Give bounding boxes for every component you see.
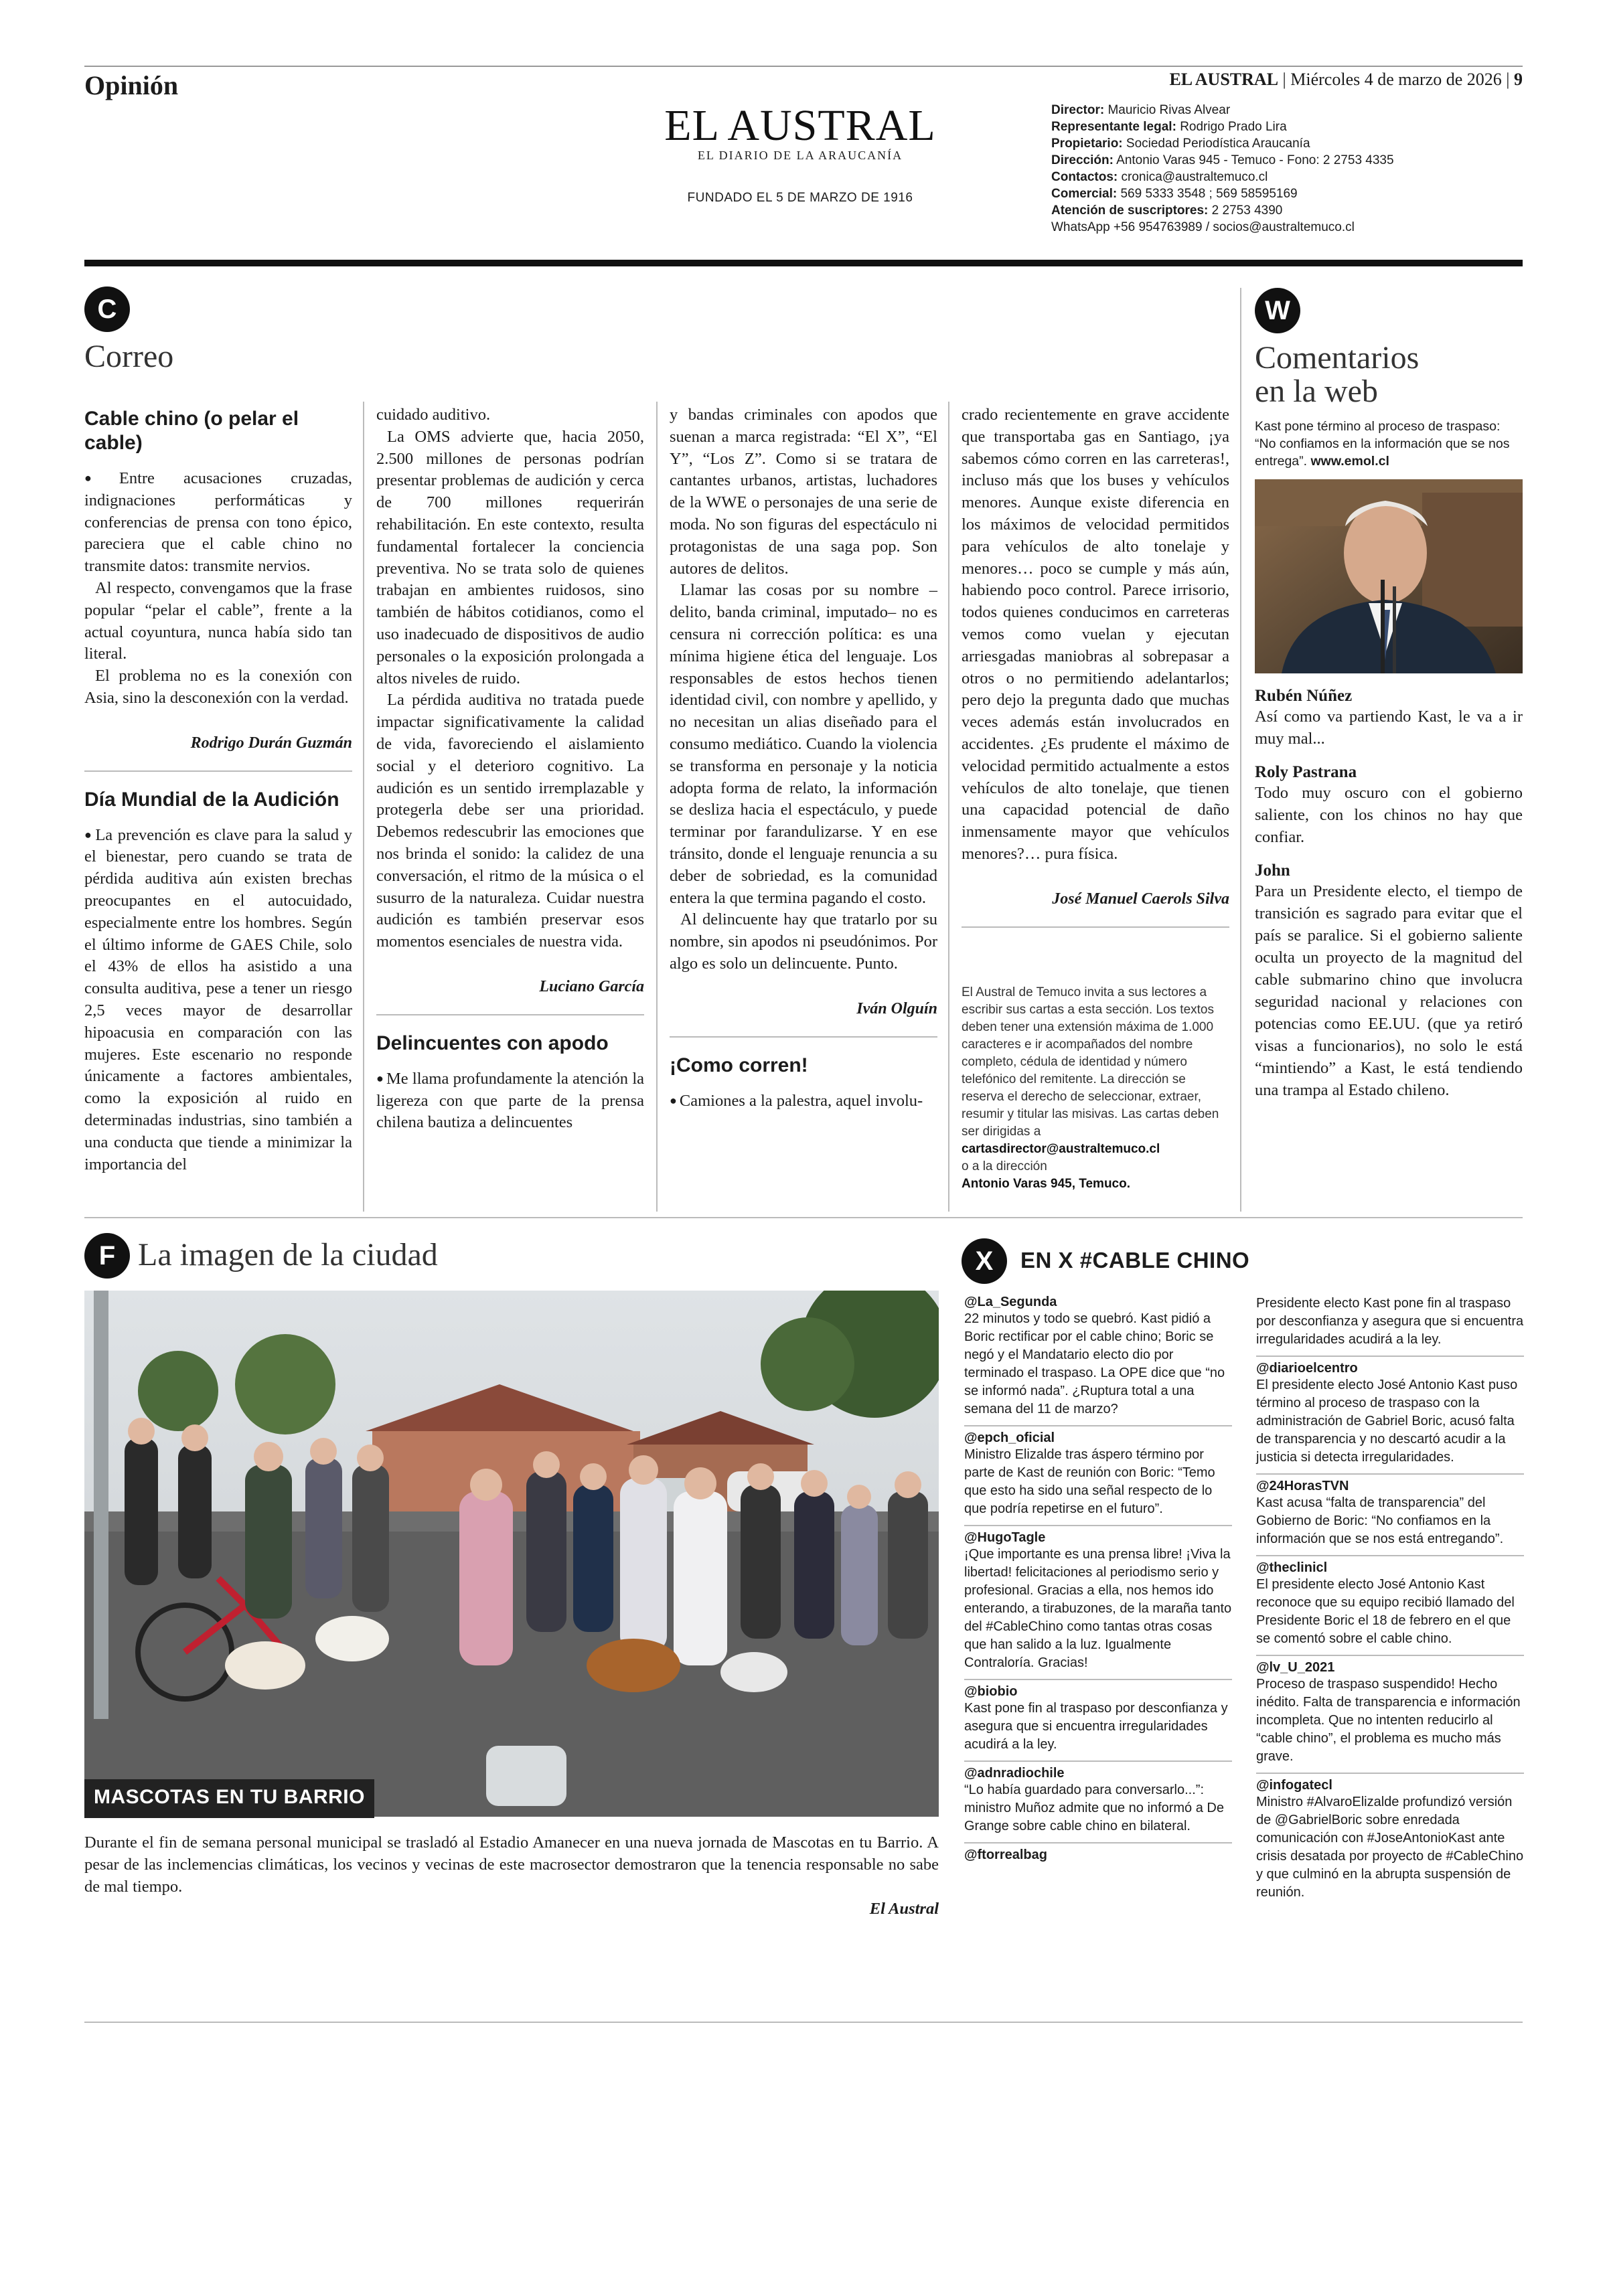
x-post (964, 1679, 1232, 1760)
x-post (1256, 1356, 1524, 1473)
staff-box (1051, 102, 1520, 236)
photo-caption-box: MASCOTAS EN TU BARRIO (84, 1779, 374, 1818)
masthead-logo: EL AUSTRAL (664, 101, 936, 150)
staff-row: Dirección: Antonio Varas 945 - Temuco - Fono: 2 2753 4335 (1051, 153, 1394, 167)
letter-paragraph: crado recientemente en grave accidente que transportaba gas en Santiago, ¡ya sabemos cómo corren en las carreteras!, incluso más que los buses y vehículos menores. Aunque existe diferencia en los máximos de velocidad permitidos para vehículos de alto tonelaje y menores… poco se cumple y más aún, habiendo poco control. Parece irrisorio, todos quienes conducimos en carreteras vemos como vuelan y ejecutan arriesgadas maniobras al sobrepasar a otros o no permitiendo adelantarlos; pero dejo la pregunta dado que muchas veces además están involucrados en accidentes. ¿Es prudente el máximo de velocidad permitido actualmente a estos vehículos de alto tonelaje, que tienen una capacidad potencial de daño inmensamente mayor que vehículos menores?… pura física. (962, 406, 1229, 863)
x-handle[interactable]: @biobio (964, 1684, 1018, 1699)
x-text: Ministro Elizalde tras áspero término por parte de Kast de reunión con Boric: “Temo que esto ha sido una señal respecto de lo que podría repetirse en el futuro”. (964, 1447, 1215, 1516)
web-photo (1255, 479, 1523, 673)
x-text: Presidente electo Kast pone fin al traspaso por desconfianza y asegura que si encuentra irregularidades acudirá a la ley. (1256, 1296, 1524, 1347)
x-text: Ministro #AlvaroElizalde profundizó versión de @GabrielBoric sobre enredada comunicación con #JoseAntonioKast ante crisis desatada por proyecto de #CableChino y que culminó en la abrupta suspensión de reunión. (1256, 1795, 1524, 1900)
x-feed-column-1 (964, 1291, 1232, 1870)
letter-headline: Delincuentes con apodo (376, 1032, 609, 1054)
comment-text: Para un Presidente electo, el tiempo de transición es sagrado para evitar que el país se paralice. Si el gobierno saliente oculta un proyecto de la magnitud del cable submarino chino que involucra seguridad nacional y relaciones con potencias como EE.UU. (que ya retiró visas a funcionarios), no solo le está “mintiendo” a Kast, le está tendiendo una trampa al Estado chileno. (1255, 882, 1523, 1099)
page-number: 9 (1514, 70, 1523, 89)
comment-text: Así como va partiendo Kast, le va a ir muy mal... (1255, 708, 1523, 748)
city-photo-image (84, 1291, 939, 1817)
letter-signature: Luciano García (539, 977, 644, 995)
correo-column-2 (376, 404, 644, 1134)
web-badge: W (1255, 288, 1300, 333)
letter-divider (84, 770, 352, 772)
web-title: Comentarios en la web (1255, 340, 1420, 409)
photo-caption: Durante el fin de semana personal municipal se trasladó al Estadio Amanecer en una nueva jornada de Mascotas en tu Barrio. A pesar de las inclemencias climáticas, los vecinos y vecinas de este macrosector demostraron que la tenencia responsable no sabe de mal tiempo. El Austral (84, 1831, 939, 1920)
web-comments-column (1255, 288, 1523, 1101)
x-post (964, 1525, 1232, 1679)
top-rule (84, 66, 1523, 67)
photo-credit: El Austral (869, 1900, 939, 1918)
letter-headline: Día Mundial de la Audición (84, 788, 339, 811)
city-photo (84, 1291, 939, 1817)
letter-paragraph: cuidado auditivo. (376, 406, 491, 424)
masthead-tagline: EL DIARIO DE LA ARAUCANÍA (697, 149, 903, 162)
bottom-rule (84, 2022, 1523, 2023)
x-badge: X (962, 1238, 1007, 1284)
letter-paragraph: ● Entre acusaciones cruzadas, indignaciones performáticas y conferencias de prensa con tono épico, pareciera que el cable chino no transmite datos: transmite nervios. (84, 467, 352, 578)
column-divider (656, 402, 658, 1212)
header-rule (84, 260, 1523, 266)
x-text: El presidente electo José Antonio Kast reconoce que su equipo recibió llamado del Presidente Boric el 18 de febrero en el que se comentó sobre el cable chino. (1256, 1577, 1515, 1646)
letter-signature: José Manuel Caerols Silva (1052, 890, 1229, 908)
section-rule (84, 1217, 1523, 1218)
column-divider (948, 402, 949, 1212)
x-handle[interactable]: @lv_U_2021 (1256, 1660, 1335, 1675)
x-post (964, 1291, 1232, 1425)
dateline-paper: EL AUSTRAL (1169, 70, 1279, 89)
x-feed-title: EN X #CABLE CHINO (1020, 1248, 1250, 1273)
x-handle[interactable]: @24HorasTVN (1256, 1479, 1349, 1493)
x-post (1256, 1773, 1524, 1908)
x-post (964, 1425, 1232, 1525)
x-text: Proceso de traspaso suspendido! Hecho inédito. Falta de transparencia e información incompleta. Que no intenten reducirlo al “cable chino”, el problema es mucho más grave. (1256, 1677, 1521, 1764)
x-post (964, 1760, 1232, 1842)
correo-column-1 (84, 402, 352, 1175)
notice-email[interactable]: cartasdirector@australtemuco.cl (962, 1142, 1160, 1156)
letter-paragraph: Al delincuente hay que tratarlo por su nombre, sin apodos ni pseudónimos. Por algo es solo un delincuente. Punto. (670, 910, 937, 973)
staff-row: Director: Mauricio Rivas Alvear (1051, 103, 1231, 117)
web-lead-source[interactable]: www.emol.cl (1310, 454, 1389, 469)
letter-paragraph: La pérdida auditiva no tratada puede impactar significativamente la calidad de vida, favoreciendo el aislamiento social y el deterioro cognitivo. La audición es un sentido irremplazable y protegerla debe ser una prioridad. Debemos redescubrir las emociones que nos brinda el sonido: la calidez de una conversación, el ritmo de la música o el susurro de la naturaleza. Cuidar nuestra audición es también preservar esos momentos esenciales de nuestra vida. (376, 691, 644, 951)
x-handle[interactable]: @theclinicl (1256, 1560, 1328, 1575)
letter-paragraph: ● Camiones a la palestra, aquel involu- (670, 1090, 937, 1113)
x-post (1256, 1655, 1524, 1773)
x-handle[interactable]: @infogatecl (1256, 1778, 1332, 1793)
x-handle[interactable]: @ftorrealbag (964, 1848, 1047, 1862)
letter-paragraph: ● Me llama profundamente la atención la ligereza con que parte de la prensa chilena bautiza a delincuentes (376, 1068, 644, 1134)
letter-paragraph: Llamar las cosas por su nombre –delito, banda criminal, imputado– no es censura ni corrección política: es una mínima higiene ética del lenguaje. Los responsables de estos hechos tienen identidad civil, con nombre y apellido, y no necesitan un alias diseñado para el consumo mediático. Cuando la violencia se transforma en personaje y la noticia adopta forma de relato, la información se desliza hacia el espectáculo, y puede terminar por farandulizarse. Y en ese tránsito, donde el lenguaje renuncia a su deber de sobriedad, es la comunidad entera la que termina pagando el costo. (670, 581, 937, 907)
notice-address: Antonio Varas 945, Temuco. (962, 1177, 1131, 1191)
comment-author: Roly Pastrana (1255, 763, 1357, 781)
x-handle[interactable]: @diarioelcentro (1256, 1361, 1358, 1376)
city-badge: F (84, 1233, 130, 1279)
x-text: “Lo había guardado para conversarlo...”: ministro Muñoz admite que no informó a De Grange sobre cable chino en bilateral. (964, 1783, 1224, 1833)
correo-column-3 (670, 404, 937, 1112)
column-divider (1240, 288, 1241, 1212)
x-post (1256, 1555, 1524, 1655)
letter-divider (962, 926, 1229, 928)
staff-row: WhatsApp +56 954763989 / socios@australtemuco.cl (1051, 220, 1355, 234)
x-text: El presidente electo José Antonio Kast puso término al proceso de traspaso con la administración de Gabriel Boric, acusó falta de transparencia y no descartó acudir a la justicia si detecta irregularidades. (1256, 1378, 1518, 1465)
x-handle[interactable]: @epch_oficial (964, 1430, 1055, 1445)
x-text: ¡Que importante es una prensa libre! ¡Viva la libertad! felicitaciones al periodismo serio y profesional. Gracias a ella, nos hemos ido enterando, a tirabuzones, de la maraña tanto del #CableChino como tantas otras cosas que han salido a la luz. Igualmente Contraloría. Gracias! (964, 1547, 1232, 1670)
web-lead: Kast pone término al proceso de traspaso: “No confiamos en la información que se nos entrega”. www.emol.cl (1255, 419, 1510, 469)
masthead-founded: FUNDADO EL 5 DE MARZO DE 1916 (687, 191, 913, 205)
letter-paragraph: La OMS advierte que, hacia 2050, 2.500 millones de personas podrían presentar problemas de audición y cerca de 700 millones requerirán rehabilitación. En este contexto, resulta fundamental fortalecer la conciencia preventiva. No se trata solo de quienes trabajan en ambientes ruidosos, sino también de hábitos cotidianos, como el uso inadecuado de dispositivos de audio personales o la exposición prolongada a altos niveles de ruido. (376, 427, 644, 687)
staff-row: Comercial: 569 5333 3548 ; 569 58595169 (1051, 187, 1298, 201)
letter-headline: ¡Como corren! (670, 1054, 808, 1076)
x-handle[interactable]: @HugoTagle (964, 1530, 1046, 1545)
letters-notice: El Austral de Temuco invita a sus lectores a escribir sus cartas a esta sección. Los textos deben tener una extensión máxima de 1.000 caracteres e ir acompañados del nombre completo, cédula de identidad y número telefónico del remitente. La dirección se reserva el derecho de seleccionar, extraer, resumir y titular las misivas. Las cartas deben ser dirigidas a cartasdirector@australtemuco.cl o a la dirección Antonio Varas 945, Temuco. (962, 985, 1219, 1191)
letter-paragraph: Al respecto, convengamos que la frase popular “pelar el cable”, frente a la actual coyuntura, nunca había sido tan literal. (84, 578, 352, 663)
x-post (964, 1842, 1232, 1870)
letter-paragraph: y bandas criminales con apodos que suenan a marca registrada: “El X”, “El Y”, “Los Z”. Como si se tratara de cantantes urbanos, artistas, luchadores de la WWE o personajes de una serie de moda. No son figuras del espectáculo ni protagonistas de una saga pop. Son autores de delitos. (670, 406, 937, 578)
city-title: La imagen de la ciudad (138, 1237, 438, 1273)
masthead (643, 100, 958, 206)
portrait-photo (1255, 479, 1523, 673)
x-post (1256, 1291, 1524, 1356)
letter-divider (670, 1036, 937, 1038)
staff-row: Propietario: Sociedad Periodística Araucanía (1051, 137, 1310, 151)
letter-signature: Rodrigo Durán Guzmán (190, 734, 352, 752)
x-text: Kast pone fin al traspaso por desconfianza y asegura que si encuentra irregularidades acudirá a la ley. (964, 1701, 1228, 1752)
correo-title: Correo (84, 339, 174, 374)
staff-row: Contactos: cronica@australtemuco.cl (1051, 170, 1268, 184)
comment-text: Todo muy oscuro con el gobierno saliente, con los chinos no hay que confiar. (1255, 784, 1523, 846)
letter-paragraph: El problema no es la conexión con Asia, sino la desconexión con la verdad. (84, 667, 352, 707)
comment-author: John (1255, 862, 1290, 880)
correo-badge: C (84, 286, 130, 332)
section-label: Opinión (84, 70, 179, 100)
x-handle[interactable]: @La_Segunda (964, 1295, 1057, 1309)
x-post (1256, 1473, 1524, 1555)
x-text: 22 minutos y todo se quebró. Kast pidió a Boric rectificar por el cable chino; Boric se negó y el Mandatario electo dio por terminado el traspaso. La OPE dice que “no se informó nada”. ¿Ruptura total a una semana del 11 de marzo? (964, 1311, 1225, 1416)
staff-row: Representante legal: Rodrigo Prado Lira (1051, 120, 1287, 134)
letter-signature: Iván Olguín (856, 999, 937, 1017)
dateline-date: Miércoles 4 de marzo de 2026 (1290, 70, 1502, 89)
x-handle[interactable]: @adnradiochile (964, 1766, 1065, 1781)
comment-author: Rubén Núñez (1255, 687, 1353, 705)
staff-row: Atención de suscriptores: 2 2753 4390 (1051, 203, 1283, 218)
x-text: Kast acusa “falta de transparencia” del Gobierno de Boric: “No confiamos en la información que se nos está entregando”. (1256, 1495, 1504, 1546)
correo-column-4 (962, 404, 1229, 944)
letter-paragraph: ● La prevención es clave para la salud y el bienestar, pero cuando se trata de pérdida auditiva aún existen brechas preocupantes en el autocuidado, especialmente entre los hombres. Según el último informe de GAES Chile, solo el 43% de ellos ha asistido a una consulta auditiva, pese a tener un riesgo 2,5 veces mayor de desarrollar hipoacusia en comparación con las mujeres. Este escenario no responde únicamente a factores ambientales, como la exposición al ruido en determinadas industrias, sino también a una conducta que tiende a minimizar la importancia del (84, 824, 352, 1176)
dateline: EL AUSTRAL | Miércoles 4 de marzo de 2026 | 9 (1169, 70, 1523, 89)
x-feed-column-2 (1256, 1291, 1524, 1908)
letter-divider (376, 1014, 644, 1015)
column-divider (363, 402, 364, 1212)
letter-headline: Cable chino (o pelar el cable) (84, 408, 299, 454)
